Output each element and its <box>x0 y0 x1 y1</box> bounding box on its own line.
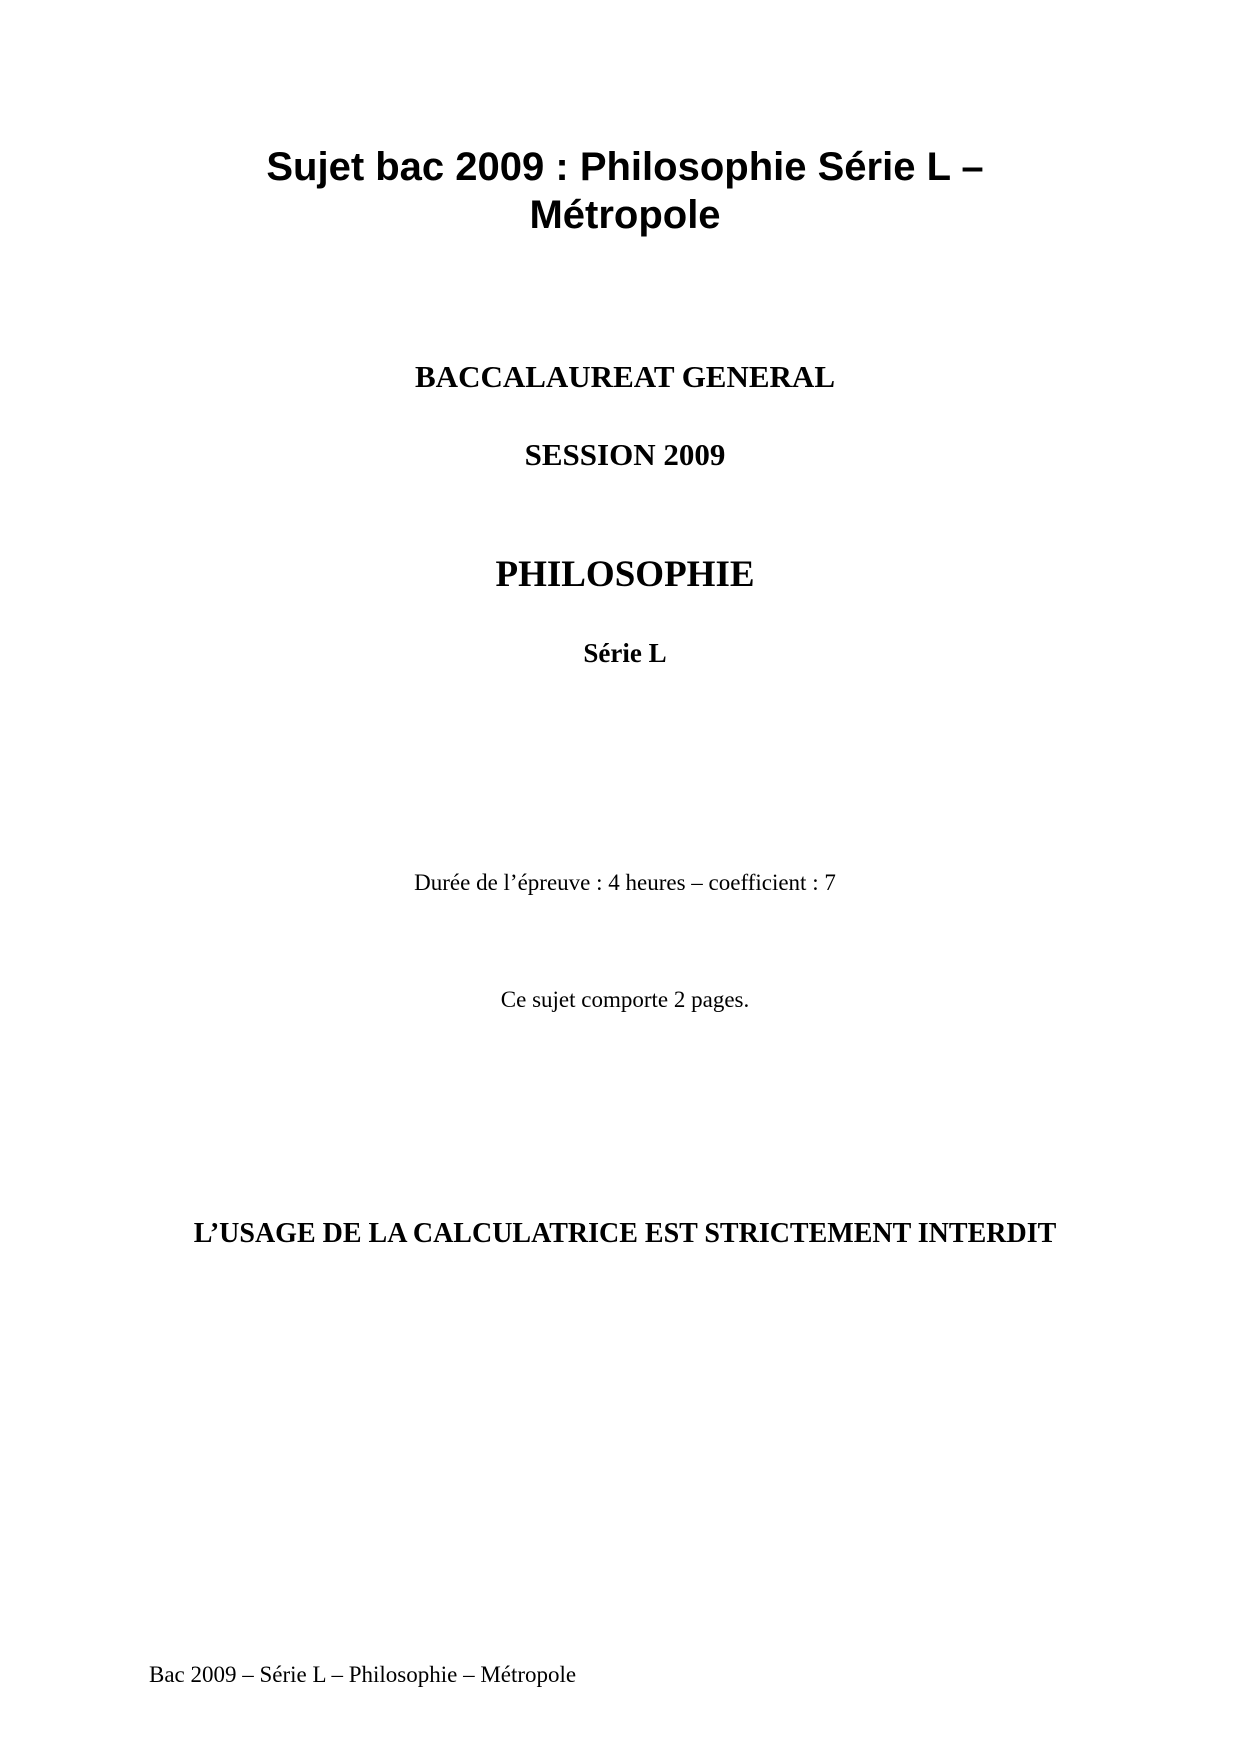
subject-heading: PHILOSOPHIE <box>495 554 755 595</box>
exam-duration: Durée de l’épreuve : 4 heures – coefficient : 7 <box>414 870 836 895</box>
session-heading: SESSION 2009 <box>524 437 726 472</box>
calculator-notice: L’USAGE DE LA CALCULATRICE EST STRICTEMENT INTERDIT <box>193 1218 1057 1249</box>
page-title <box>150 143 1100 239</box>
serie-heading: Série L <box>583 638 667 668</box>
page-footer: Bac 2009 – Série L – Philosophie – Métropole <box>149 1662 577 1687</box>
page-title-line-2: Métropole <box>529 193 721 237</box>
pages-note: Ce sujet comporte 2 pages. <box>500 987 750 1012</box>
page-title-line-1: Sujet bac 2009 : Philosophie Série L – <box>266 145 984 189</box>
exam-type-heading: BACCALAUREAT GENERAL <box>415 359 835 394</box>
